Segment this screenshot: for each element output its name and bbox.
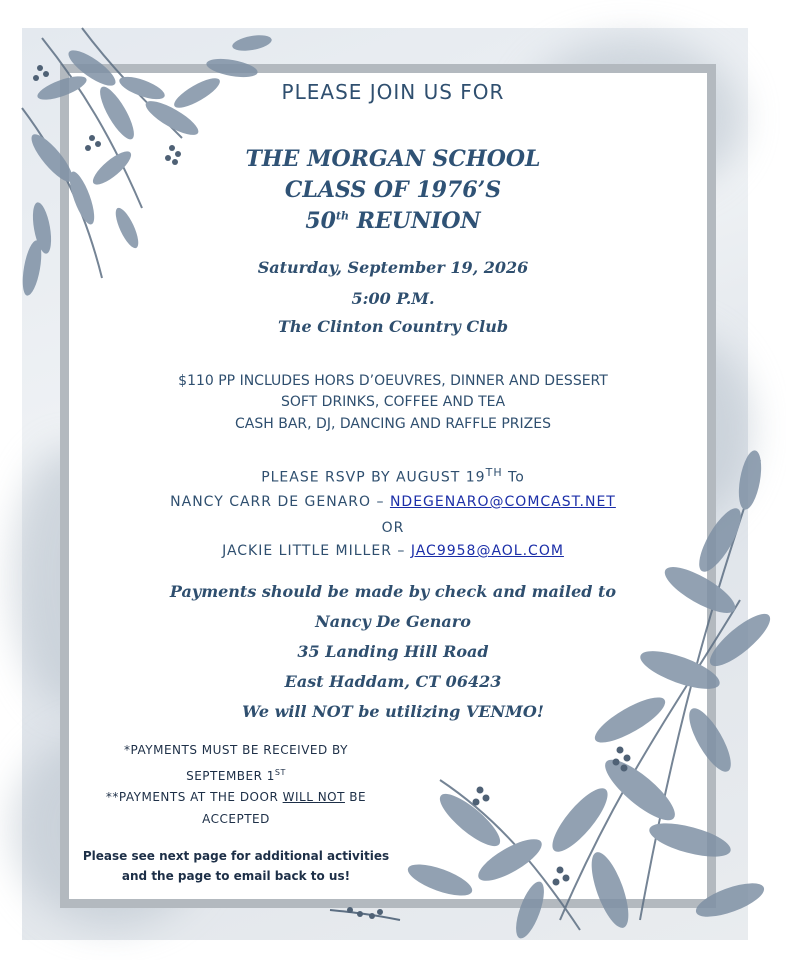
includes-line-1: $110 PP INCLUDES HORS D’OEUVRES, DINNER AND DESSERT: [178, 373, 608, 389]
rsvp-heading: PLEASE RSVP BY AUGUST 19TH To: [261, 466, 525, 486]
email-link-jac9958[interactable]: JAC9958@AOL.COM: [410, 543, 564, 559]
deadline-line-3: **PAYMENTS AT THE DOOR WILL NOT BE: [105, 790, 367, 804]
reunion-title: 50th REUNION: [305, 208, 481, 234]
deadline-line-1: *PAYMENTS MUST BE RECEIVED BY: [124, 743, 348, 757]
eucalyptus-sprig-bottom: [330, 880, 410, 940]
payment-instructions: Payments should be made by check and mailed to: [169, 582, 617, 601]
payment-city: East Haddam, CT 06423: [284, 672, 502, 691]
event-time: 5:00 P.M.: [351, 289, 435, 308]
email-link-ndegenaro[interactable]: NDEGENARO@COMCAST.NET: [389, 494, 616, 510]
rsvp-or: OR: [381, 520, 405, 536]
payment-street: 35 Landing Hill Road: [297, 642, 489, 661]
rsvp-contact-2: JACKIE LITTLE MILLER – JAC9958@AOL.COM: [222, 543, 564, 559]
school-name: THE MORGAN SCHOOL: [245, 146, 541, 172]
join-us-heading: PLEASE JOIN US FOR: [281, 80, 505, 104]
payment-deadline-notes: [80, 740, 392, 830]
includes-line-2: SOFT DRINKS, COFFEE AND TEA: [280, 394, 506, 410]
footer-line-2: and the page to email back to us!: [121, 869, 351, 883]
footer-note: [80, 846, 392, 886]
rsvp-contact-1: NANCY CARR DE GENARO – NDEGENARO@COMCAST.NET: [170, 494, 616, 510]
includes-line-3: CASH BAR, DJ, DANCING AND RAFFLE PRIZES: [235, 416, 551, 432]
payment-recipient: Nancy De Genaro: [315, 612, 471, 631]
deadline-line-2: SEPTEMBER 1ST: [186, 767, 286, 783]
class-year: CLASS OF 1976’S: [284, 177, 502, 203]
venmo-note: We will NOT be utilizing VENMO!: [242, 702, 544, 721]
footer-line-1: Please see next page for additional activities: [82, 849, 390, 863]
event-date: Saturday, September 19, 2026: [257, 258, 529, 277]
event-venue: The Clinton Country Club: [277, 317, 509, 336]
deadline-line-4: ACCEPTED: [202, 811, 270, 826]
